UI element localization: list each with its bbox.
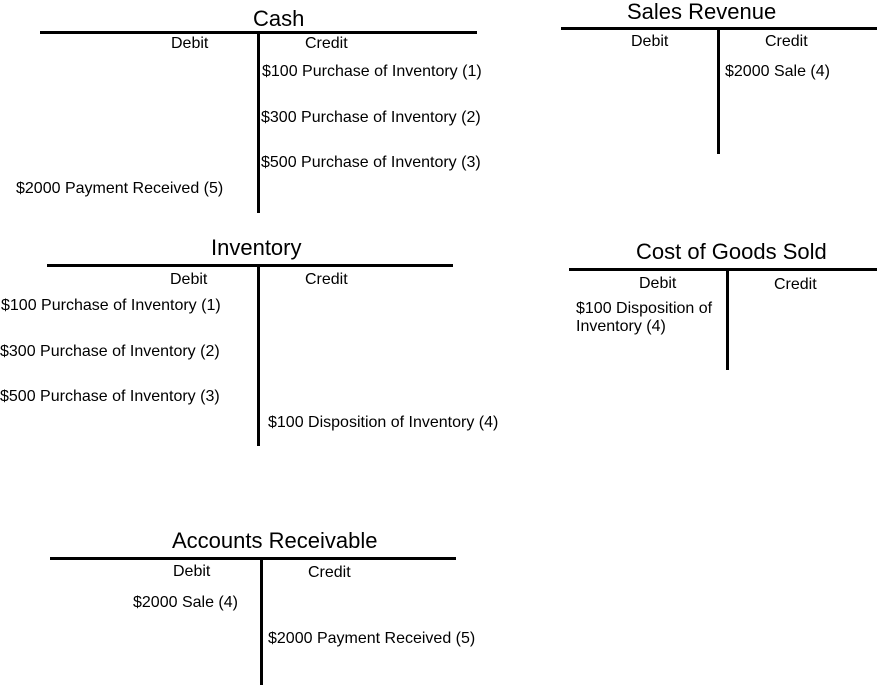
credit-entry: $500 Purchase of Inventory (3) (261, 154, 481, 171)
credit-entry: $2000 Sale (4) (725, 63, 830, 80)
debit-entry: $300 Purchase of Inventory (2) (0, 343, 220, 360)
credit-entry: $2000 Payment Received (5) (268, 630, 476, 647)
credit-header: Credit (774, 276, 817, 293)
account-title: Cash (253, 6, 305, 31)
account-title: Sales Revenue (627, 0, 777, 24)
account-title: Cost of Goods Sold (636, 239, 827, 264)
debit-header: Debit (171, 35, 209, 52)
debit-header: Debit (639, 275, 677, 292)
debit-header: Debit (173, 563, 211, 580)
credit-entry: $100 Purchase of Inventory (1) (262, 63, 482, 80)
vertical-rule (257, 31, 260, 213)
horizontal-rule (47, 264, 453, 267)
debit-entry: $100 Purchase of Inventory (1) (1, 297, 221, 314)
account-title: Accounts Receivable (172, 528, 378, 553)
debit-entry: $2000 Payment Received (5) (16, 180, 224, 197)
debit-entry: $2000 Sale (4) (133, 594, 238, 611)
account-title: Inventory (211, 235, 302, 260)
vertical-rule (257, 264, 260, 446)
vertical-rule (726, 268, 729, 370)
credit-entry: $100 Disposition of Inventory (4) (268, 414, 499, 431)
credit-header: Credit (765, 33, 808, 50)
debit-entry: $100 Disposition of Inventory (4) (576, 300, 713, 335)
credit-header: Credit (308, 564, 351, 581)
credit-entry: $300 Purchase of Inventory (2) (261, 109, 481, 126)
vertical-rule (717, 27, 720, 154)
credit-header: Credit (305, 35, 348, 52)
vertical-rule (260, 557, 263, 685)
debit-entry: $500 Purchase of Inventory (3) (0, 388, 220, 405)
horizontal-rule (50, 557, 456, 560)
horizontal-rule (569, 268, 877, 271)
debit-header: Debit (631, 33, 669, 50)
debit-header: Debit (170, 271, 208, 288)
credit-header: Credit (305, 271, 348, 288)
